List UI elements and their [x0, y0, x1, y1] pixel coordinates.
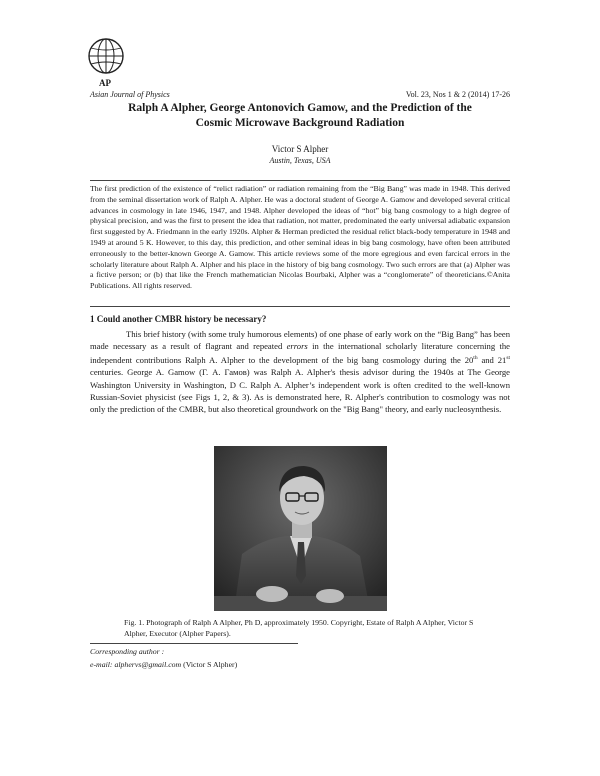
logo-text: AP [99, 78, 111, 88]
publisher-logo-globe-icon [86, 36, 126, 76]
section-paragraph [90, 328, 510, 415]
paragraph-emphasis: errors [286, 341, 308, 352]
figure-caption: Fig. 1. Photograph of Ralph A Alpher, Ph D, approximately 1950. Copyright, Estate of Ralph A Alpher, Victor S Alpher, Executor (Alpher Papers). [124, 618, 474, 638]
author-email [90, 660, 237, 669]
author-affiliation: Austin, Texas, USA [269, 156, 331, 165]
email-owner: (Victor S Alpher) [181, 660, 238, 669]
title-line-1: Ralph A Alpher, George Antonovich Gamow, and the Prediction of the [128, 102, 472, 114]
volume-info: Vol. 23, Nos 1 & 2 (2014) 17-26 [405, 90, 510, 99]
paragraph-text: in the international scholarly literature concerning the independent contributions Ralph A. Alpher to the development of the big bang cosmology during the 20 [90, 341, 510, 366]
journal-name: Asian Journal of Physics [90, 90, 170, 99]
paragraph-text: centuries. George A. Gamow (Г. А. Гамов) was Ralph A. Alpher's thesis advisor during the 1940s at The George Washington University in Washington, D C. Ralph A. Alpher’s independent work is often credited to the well-known Russian-Soviet physicist (see Figs 1, 2, & 3). As is demonstrated here, R. Alpher's contribution to cosmology was not only the prediction of the CMBR, but also theoretical groundwork on the "Big Bang" theory, and early nucleosynthesis. [90, 367, 510, 415]
title-line-2: Cosmic Microwave Background Radiation [195, 117, 405, 129]
superscript: th [473, 355, 478, 362]
footnote-rule [90, 643, 298, 644]
abstract-bottom-rule [90, 306, 510, 307]
paragraph-text: This brief history (with some truly humorous elements) of one phase of early work on the “Big Bang” has been made necessary as a result of flagrant and repeated [90, 329, 510, 352]
section-heading: 1 Could another CMBR history be necessary? [90, 314, 267, 324]
abstract: The first prediction of the existence of “relict radiation” or radiation remaining from the “Big Bang” was made in 1948. This derived from the seminal dissertation work of Ralph A. Alpher. He was a doctoral student of George A. Gamow and developed several critical advances in cosmology in late 1946, 1947, and 1948. Alpher developed the ideas of “hot” big bang cosmology to a high degree of physical precision, and was the first to present the idea that radiation, not matter, predominated the early universal adiabatic expansion first suggested by A. Friedmann in the early 1920s. Alpher & Herman predicted the residual relict black-body temperature in 1948 and 1949 at around 5 K. However, to this day, this prediction, and other seminal ideas in big bang cosmology, have often been attributed erroneously to the better-known George A. Gamow. This article reviews some of the more egregious and even farcical errors in the scholarly literature about Ralph A. Alpher and his place in the history of big bang cosmology. Two such errors are that (a) Alpher was a fictive person; or (b) that like the French mathematician Nicolas Bourbaki, Alpher was a “conglomerate” of theoreticians.©Anita Publications. All rights reserved. [90, 184, 510, 291]
author-name: Victor S Alpher [271, 144, 329, 154]
superscript: st [506, 355, 510, 362]
paper-title [90, 101, 510, 131]
email-address[interactable]: e-mail: alphervs@gmail.com [90, 660, 182, 669]
corresponding-author-label: Corresponding author : [90, 647, 165, 656]
abstract-top-rule [90, 180, 510, 181]
paragraph-text: and 21 [477, 355, 507, 366]
portrait-photo [214, 446, 387, 611]
